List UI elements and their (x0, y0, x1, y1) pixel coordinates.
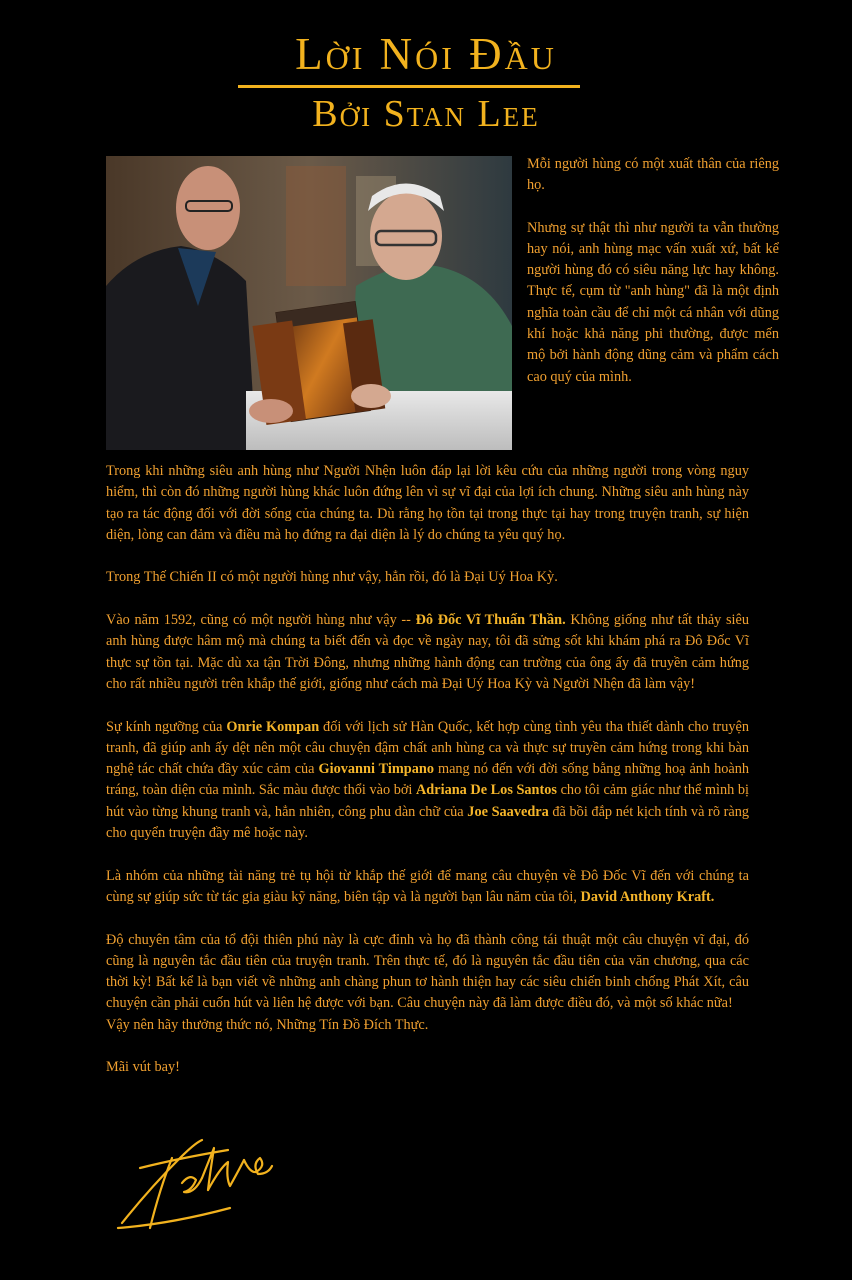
text-span: Không giống như tất thảy siêu anh hùng được hâm mộ mà chúng ta biết đến và đọc về ngày nay, tôi đã sửng sốt khi khám phá ra Đô Đốc Vĩ thực sự tồn tại. Mặc dù xa tận Trời Đông, nhưng những hành động can trường của ông ấy đã truyền cảm hứng cho rất nhiều người trên khắp thế giới, giống như cách mà Đại Uý Hoa Kỳ và Người Nhện đã làm vậy! (106, 612, 750, 692)
bold-name: Giovanni Timpano (318, 761, 434, 778)
paragraph: Độ chuyên tâm của tổ đội thiên phú này là cực đỉnh và họ đã thành công tái thuật một câu chuyện vĩ đại, đó cũng là nguyên tắc đầu tiên của truyện tranh. Trên thực tế, đó là nguyên tắc đầu tiên của văn chương, qua các thời kỳ! Bất kể là bạn viết về những anh chàng phun tơ hành thiện hay các siêu chiến binh chống Phát Xít, câu chuyện cần phải cuốn hút và liên hệ được với bạn. Câu chuyện này đã làm được điều đó, và một số khác nữa! (106, 931, 749, 1012)
paragraph: Trong khi những siêu anh hùng như Người Nhện luôn đáp lại lời kêu cứu của những người trong vòng nguy hiểm, thì còn đó những người hùng khác luôn đứng lên vì sự vĩ đại của lợi ích chung. Những siêu anh hùng này tạo ra tác động đối với đời sống của chúng ta. Dù rằng họ tồn tại trong thực tại hay trong truyện tranh, sự hiện diện, lòng can đảm và điều mà họ đứng ra đại diện là lý do chúng ta yêu quý họ. (106, 463, 749, 543)
bold-name: Onrie Kompan (226, 718, 320, 735)
title-underline (238, 85, 580, 88)
body-text (106, 461, 749, 1100)
signature-icon (110, 1128, 280, 1238)
paragraph (106, 717, 749, 845)
text-span: cho tôi cảm giác như thể mình bị hút vào từng khung tranh và, hẳn nhiên, công phu dàn chữ của (106, 782, 749, 820)
bold-name: Joe Saavedra (467, 803, 549, 820)
bold-name: Adriana De Los Santos (415, 782, 557, 799)
text-span: đối với lịch sử Hàn Quốc, kết hợp cùng tình yêu tha thiết dành cho truyện tranh, đã giúp anh ấy dệt nên một câu chuyện đậm chất anh hùng ca và thực sự truyền cảm hứng trong khi bàn nghệ tác chất chứa đầy xúc cảm của (106, 718, 749, 778)
text-span: Là nhóm của những tài năng trẻ tụ hội từ khắp thế giới để mang câu chuyện về Đô Đốc Vĩ đến với chúng ta cùng sự giúp sức từ tác gia giàu kỹ năng, biên tập và là người bạn lâu năm của tôi, (106, 867, 749, 905)
bold-name: Đô Đốc Vĩ Thuấn Thần. (415, 612, 566, 629)
intro-text (527, 154, 779, 409)
text-span: đã bồi đắp nét kịch tính và rõ ràng cho quyển truyện đầy mê hoặc này. (106, 803, 750, 842)
paragraph: Vậy nên hãy thưởng thức nó, Những Tín Đồ Đích Thực. (106, 1016, 429, 1033)
intro-paragraph: Mỗi người hùng có một xuất thân của riêng họ. (527, 156, 779, 194)
paragraph (106, 866, 749, 909)
text-span: mang nó đến với đời sống bằng những hoạ ảnh hoành tráng, toàn diện của mình. Sắc màu được thổi vào bởi (106, 761, 750, 799)
author-photo (106, 156, 512, 450)
signature (110, 1128, 280, 1238)
bold-name: David Anthony Kraft. (580, 888, 715, 905)
intro-paragraph: Nhưng sự thật thì như người ta vẫn thường hay nói, anh hùng mạc vấn xuất xứ, bất kể người hùng đó có siêu năng lực hay không. Thực tế, cụm từ "anh hùng" đã là một định nghĩa toàn cầu để chỉ một cá nhân với dũng khí hoặc khả năng phi thường, được mến mộ bởi hành động dũng cảm và phẩm cách cao quý của mình. (527, 219, 779, 385)
sign-off: Mãi vút bay! (106, 1059, 180, 1076)
text-span: Sự kính ngưỡng của (106, 718, 227, 735)
page-subtitle: Bởi Stan Lee (312, 93, 540, 135)
paragraph: Trong Thế Chiến II có một người hùng như vậy, hẳn rồi, đó là Đại Uý Hoa Kỳ. (106, 569, 558, 586)
text-span: Vào năm 1592, cũng có một người hùng như vậy -- (106, 612, 416, 629)
paragraph (106, 610, 749, 695)
page-title: Lời Nói Đầu (295, 29, 557, 79)
photo-illustration (106, 156, 512, 450)
